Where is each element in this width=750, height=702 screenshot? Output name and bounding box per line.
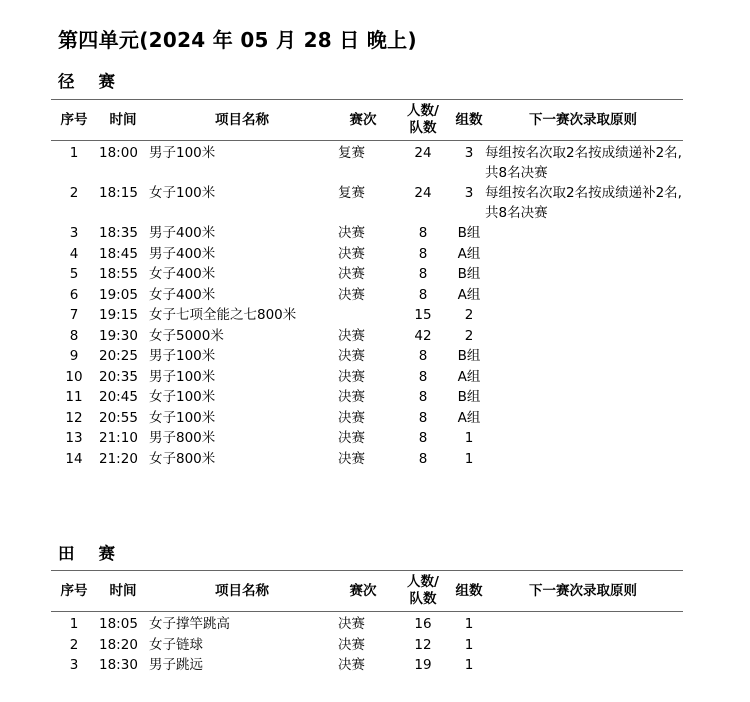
- table-row: [51, 264, 683, 285]
- header-count-line2: 队数: [409, 591, 437, 607]
- cell-round: 决赛: [338, 450, 365, 467]
- cell-round: 复赛: [338, 145, 365, 161]
- cell-round: 决赛: [338, 286, 365, 303]
- cell-round: 决赛: [338, 245, 365, 262]
- cell-event: 女子5000米: [149, 327, 224, 344]
- cell-time: 19:30: [99, 327, 138, 344]
- cell-no: 2: [69, 636, 79, 653]
- cell-no: 2: [69, 185, 79, 201]
- cell-count: 8: [418, 245, 428, 262]
- cell-groups: A组: [457, 368, 481, 385]
- cell-time: 21:10: [99, 430, 138, 446]
- cell-event: 男子800米: [149, 430, 216, 446]
- header-time: 时间: [97, 100, 149, 141]
- cell-rule: 每组按名次取2名按成绩递补2名,共8名决赛: [485, 185, 682, 221]
- cell-rule: 每组按名次取2名按成绩递补2名,共8名决赛: [485, 145, 682, 181]
- cell-event: 男子400米: [149, 225, 216, 241]
- cell-no: 10: [65, 368, 83, 385]
- cell-round: 决赛: [338, 225, 365, 241]
- table-row: [51, 635, 683, 656]
- cell-count: 19: [414, 657, 432, 673]
- cell-time: 19:05: [99, 286, 138, 303]
- cell-no: 8: [69, 327, 79, 344]
- table-row: [51, 285, 683, 306]
- cell-groups: 3: [464, 145, 474, 161]
- table-row: [51, 346, 683, 367]
- header-no: 序号: [51, 571, 97, 612]
- cell-event: 男子100米: [149, 368, 216, 385]
- cell-time: 20:55: [99, 409, 138, 426]
- cell-event: 女子800米: [149, 450, 216, 467]
- table-row: [51, 141, 683, 184]
- cell-rule: [483, 244, 683, 265]
- cell-count: 8: [418, 368, 428, 385]
- cell-count: 8: [418, 348, 428, 364]
- header-rule: 下一赛次录取原则: [483, 100, 683, 141]
- header-count-line1: 人数/: [407, 103, 439, 119]
- cell-count: 24: [414, 185, 432, 201]
- cell-round: 决赛: [338, 430, 365, 446]
- page-title: 第四单元(2024 年 05 月 28 日 晚上): [58, 28, 417, 52]
- cell-count: 24: [414, 145, 432, 161]
- cell-groups: B组: [457, 225, 481, 241]
- cell-groups: 1: [464, 657, 474, 673]
- cell-rule: [483, 387, 683, 408]
- cell-round: 决赛: [338, 409, 365, 426]
- cell-rule: [483, 428, 683, 449]
- cell-count: 42: [414, 327, 432, 344]
- cell-round: 决赛: [338, 266, 365, 282]
- cell-time: 18:15: [99, 185, 138, 201]
- cell-time: 18:30: [99, 657, 138, 673]
- cell-event: 男子100米: [149, 348, 216, 364]
- cell-no: 3: [69, 225, 79, 241]
- cell-event: 男子跳远: [149, 657, 203, 673]
- table-row: [51, 244, 683, 265]
- table-row: [51, 367, 683, 388]
- cell-event: 女子100米: [149, 185, 216, 201]
- header-count-line1: 人数/: [407, 574, 439, 590]
- cell-round: 决赛: [338, 636, 365, 653]
- table-header-row: [51, 100, 683, 141]
- cell-rule: [483, 223, 683, 244]
- field-schedule-table: [51, 570, 683, 676]
- cell-no: 1: [69, 616, 79, 632]
- track-section-title: 径赛: [58, 72, 139, 91]
- cell-groups: A组: [457, 245, 481, 262]
- table-row: [51, 428, 683, 449]
- header-count-line2: 队数: [409, 120, 437, 136]
- cell-round: [335, 305, 391, 326]
- cell-groups: 2: [464, 307, 474, 323]
- cell-time: 18:20: [99, 636, 138, 653]
- cell-time: 18:35: [99, 225, 138, 241]
- header-event: 项目名称: [149, 571, 335, 612]
- cell-time: 18:45: [99, 245, 138, 262]
- cell-no: 7: [69, 307, 79, 323]
- cell-round: 决赛: [338, 616, 365, 632]
- cell-groups: 1: [464, 616, 474, 632]
- table-row: [51, 326, 683, 347]
- cell-groups: B组: [457, 348, 481, 364]
- cell-count: 8: [418, 409, 428, 426]
- cell-count: 16: [414, 616, 432, 632]
- cell-groups: 1: [464, 430, 474, 446]
- cell-rule: [483, 612, 683, 635]
- cell-event: 女子400米: [149, 266, 216, 282]
- header-groups: 组数: [455, 100, 483, 141]
- cell-count: 8: [418, 389, 428, 405]
- table-row: [51, 183, 683, 223]
- table-row: [51, 387, 683, 408]
- header-event: 项目名称: [149, 100, 335, 141]
- table-row: [51, 305, 683, 326]
- cell-count: 8: [418, 286, 428, 303]
- header-groups: 组数: [455, 571, 483, 612]
- cell-round: 决赛: [338, 389, 365, 405]
- cell-groups: 3: [464, 185, 474, 201]
- cell-groups: B组: [457, 389, 481, 405]
- cell-event: 女子七项全能之七800米: [149, 307, 297, 323]
- cell-count: 15: [414, 307, 432, 323]
- header-no: 序号: [51, 100, 97, 141]
- cell-time: 20:25: [99, 348, 138, 364]
- cell-rule: [483, 635, 683, 656]
- cell-no: 6: [69, 286, 79, 303]
- cell-event: 男子100米: [149, 145, 216, 161]
- cell-rule: [483, 346, 683, 367]
- table-row: [51, 449, 683, 470]
- cell-groups: A组: [457, 286, 481, 303]
- cell-event: 女子撑竿跳高: [149, 616, 230, 632]
- cell-event: 女子400米: [149, 286, 216, 303]
- header-count: [391, 100, 455, 141]
- cell-rule: [483, 305, 683, 326]
- cell-no: 13: [65, 430, 83, 446]
- cell-event: 男子400米: [149, 245, 216, 262]
- cell-no: 12: [65, 409, 83, 426]
- cell-time: 19:15: [99, 307, 138, 323]
- cell-count: 8: [418, 430, 428, 446]
- header-rule: 下一赛次录取原则: [483, 571, 683, 612]
- cell-rule: [483, 449, 683, 470]
- track-schedule-table: [51, 99, 683, 469]
- cell-count: 8: [418, 450, 428, 467]
- table-row: [51, 223, 683, 244]
- cell-round: 决赛: [338, 348, 365, 364]
- header-count: [391, 571, 455, 612]
- cell-groups: 1: [464, 636, 474, 653]
- cell-groups: B组: [457, 266, 481, 282]
- cell-no: 9: [69, 348, 79, 364]
- cell-groups: A组: [457, 409, 481, 426]
- header-time: 时间: [97, 571, 149, 612]
- header-round: 赛次: [335, 100, 391, 141]
- table-row: [51, 655, 683, 676]
- cell-time: 20:35: [99, 368, 138, 385]
- cell-round: 决赛: [338, 327, 365, 344]
- cell-time: 20:45: [99, 389, 138, 405]
- cell-rule: [483, 264, 683, 285]
- cell-no: 5: [69, 266, 79, 282]
- header-round: 赛次: [335, 571, 391, 612]
- cell-count: 8: [418, 266, 428, 282]
- cell-rule: [483, 285, 683, 306]
- cell-rule: [483, 326, 683, 347]
- cell-no: 3: [69, 657, 79, 673]
- cell-event: 女子100米: [149, 389, 216, 405]
- table-header-row: [51, 571, 683, 612]
- cell-event: 女子链球: [149, 636, 203, 653]
- table-row: [51, 408, 683, 429]
- cell-time: 18:00: [99, 145, 138, 161]
- cell-round: 决赛: [338, 657, 365, 673]
- cell-groups: 1: [464, 450, 474, 467]
- cell-event: 女子100米: [149, 409, 216, 426]
- cell-round: 复赛: [338, 185, 365, 201]
- table-row: [51, 612, 683, 635]
- cell-rule: [483, 367, 683, 388]
- cell-count: 12: [414, 636, 432, 653]
- cell-time: 21:20: [99, 450, 138, 467]
- cell-no: 14: [65, 450, 83, 467]
- cell-count: 8: [418, 225, 428, 241]
- cell-rule: [483, 655, 683, 676]
- cell-groups: 2: [464, 327, 474, 344]
- cell-no: 1: [69, 145, 79, 161]
- cell-round: 决赛: [338, 368, 365, 385]
- cell-time: 18:05: [99, 616, 138, 632]
- field-section-title: 田赛: [58, 544, 139, 563]
- cell-no: 11: [65, 389, 83, 405]
- cell-time: 18:55: [99, 266, 138, 282]
- cell-rule: [483, 408, 683, 429]
- cell-no: 4: [69, 245, 79, 262]
